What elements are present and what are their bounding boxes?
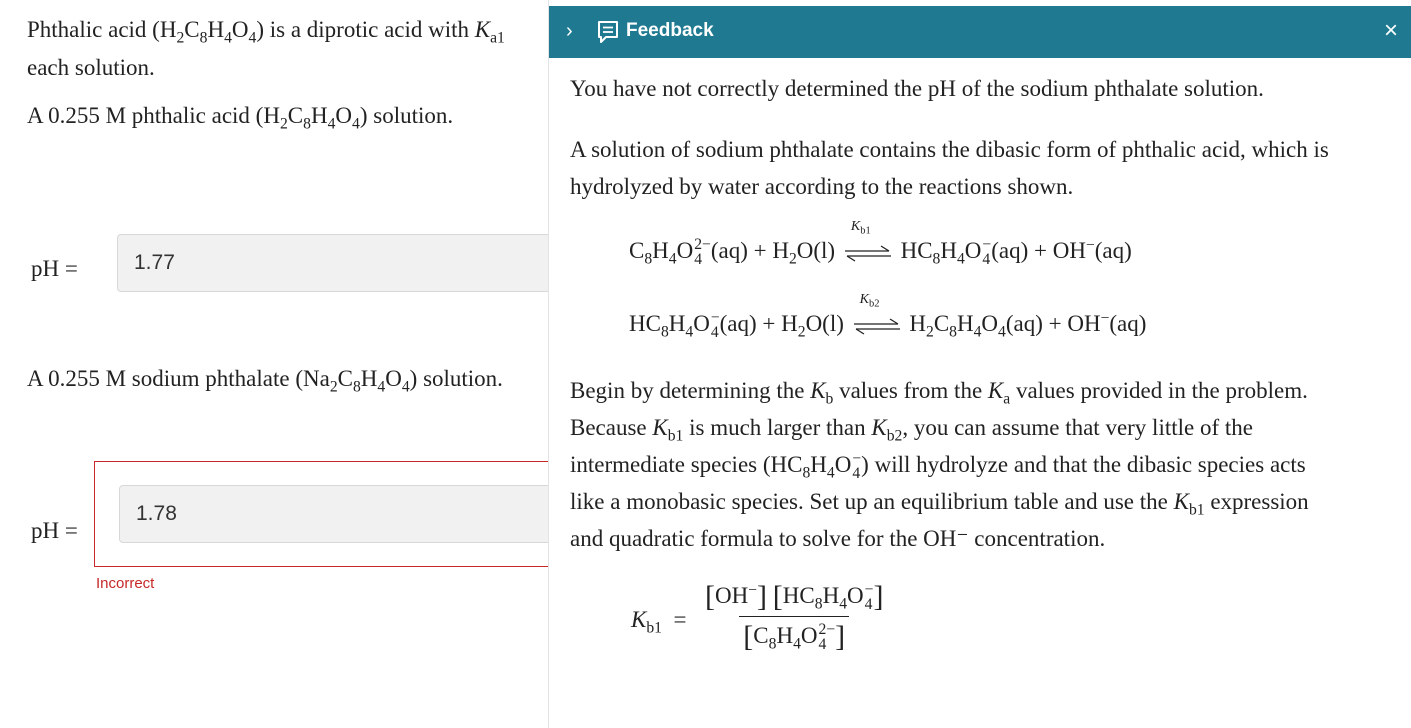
incorrect-status: Incorrect	[96, 575, 155, 592]
ph-input-b[interactable]	[119, 485, 548, 543]
ph-input-a[interactable]	[117, 234, 548, 292]
feedback-title: Feedback	[626, 20, 714, 41]
feedback-header	[549, 6, 1411, 58]
kb1-expression-fraction	[701, 580, 887, 654]
ph-label-b: pH =	[31, 518, 78, 543]
message-icon	[597, 20, 619, 49]
hydrolysis-equation-1: $C_8H_4O$ 2− 4 $(aq) + H_2O(l)$ $K_{b1}$ $HC_8H_4O$ − 4 (aq) + OH−(aq)	[629, 218, 1132, 268]
chevron-right-icon[interactable]: ›	[566, 20, 573, 42]
equilibrium-arrow-icon: $K_{b2}$	[852, 316, 902, 336]
problem-area	[0, 0, 548, 728]
feedback-panel	[548, 0, 1411, 728]
equilibrium-arrow-icon: $K_{b1}$	[843, 243, 893, 263]
kb1-denominator: [$C_8H_4O$ 2− 4 ]	[739, 616, 849, 654]
kb1-label: $K_{b1}$ =	[631, 607, 687, 637]
ph-input-a-value: 1.77	[134, 251, 175, 274]
ph-input-b-value: 1.78	[136, 502, 177, 525]
problem-intro-line2: each solution.	[27, 55, 155, 80]
feedback-message-1: You have not correctly determined the pH of the sodium phthalate solution.	[570, 76, 1264, 101]
ph-label-a: pH =	[31, 256, 78, 281]
part-a-statement: A 0.255 M phthalic acid $(H_2C_8H_4O_4)$ solution.	[27, 103, 454, 133]
hydrolysis-equation-2: $HC_8H_4O$ − 4 $(aq) + H_2O(l)$ $K_{b2}$ $H_2C_8H_4O_4(aq) + OH^-(aq)$	[629, 291, 1147, 341]
close-icon[interactable]: ×	[1383, 17, 1398, 44]
formula-phthalic-acid: $H_2C_8H_4O_4$	[159, 17, 257, 47]
problem-intro: Phthalic acid $(H_2C_8H_4O_4)$ is a diprotic acid with $K_{a1}$	[27, 17, 505, 47]
kb1-numerator: [OH−] [$HC_8H_4O$ − 4 ]	[705, 580, 884, 613]
feedback-message-2: A solution of sodium phthalate contains the dibasic form of phthalic acid, which is hydrolyzed by water according to the reactions shown.	[570, 137, 1329, 199]
feedback-explanation: Begin by determining the $K_b$ values from the $K_a$ values provided in the problem. Because $K_{b1}$ is much larger than $K_{b2}$, you can assume that very little of the intermediate species ($HC_8H_4O$ − 4 ) will hydrolyze and that the dibasic species acts like a monobasic species. Set up an equilibrium table and use the $K_{b1}$ expression and quadratic formula to solve for the OH⁻ concentration.	[570, 378, 1309, 551]
part-b-statement: A 0.255 M sodium phthalate $(Na_2C_8H_4O_4)$ solution.	[27, 366, 503, 396]
